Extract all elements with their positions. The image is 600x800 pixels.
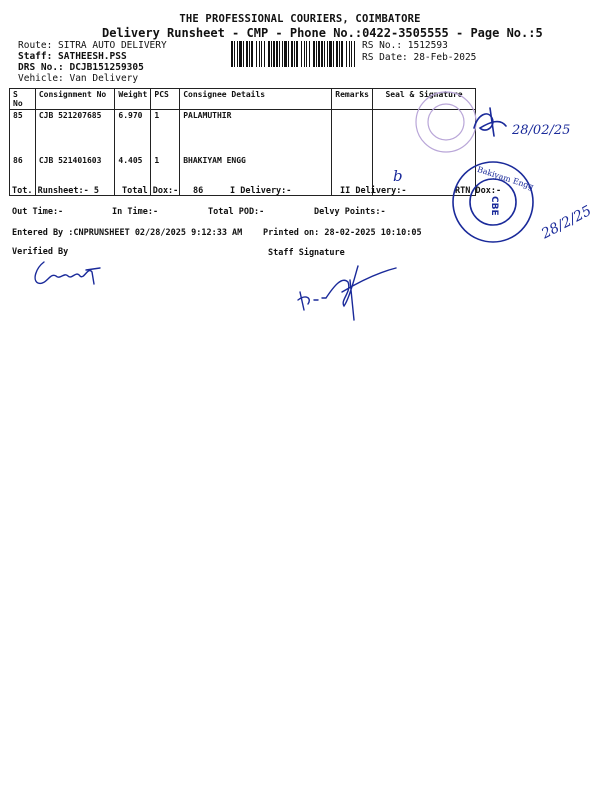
row-sno: 85 bbox=[10, 110, 36, 156]
handwritten-date-1-text: 28/02/25 bbox=[512, 123, 571, 138]
row-weight: 6.970 bbox=[115, 110, 151, 156]
col-consignment: Consignment No bbox=[35, 89, 115, 110]
printed-on: Printed on: 28-02-2025 10:10:05 bbox=[263, 228, 422, 238]
stamp-text-center: CBE bbox=[489, 196, 499, 216]
handwritten-date-1 bbox=[474, 108, 506, 136]
stamp-text-top: Bakiyam Engg bbox=[476, 164, 535, 192]
row-pcs: 1 bbox=[151, 155, 180, 196]
col-remarks: Remarks bbox=[332, 89, 373, 110]
row-consignment: CJB 521207685 bbox=[35, 110, 115, 156]
col-sno: S No bbox=[10, 89, 36, 110]
drs-number: DRS No.: DCJB151259305 bbox=[18, 62, 144, 73]
faded-stamp bbox=[416, 92, 476, 152]
total-pod-label: Total POD:- bbox=[208, 207, 265, 217]
handwritten-mark: b bbox=[393, 167, 403, 185]
row-consignee: BHAKIYAM ENGG bbox=[180, 155, 332, 196]
verifier-signature bbox=[35, 262, 100, 284]
row-consignee: PALAMUTHIR bbox=[180, 110, 332, 156]
staff-signature bbox=[298, 266, 396, 320]
company-title: THE PROFESSIONAL COURIERS, COIMBATORE bbox=[179, 13, 421, 25]
col-consignee: Consignee Details bbox=[180, 89, 332, 110]
staff-label: Staff: SATHEESH.PSS bbox=[18, 51, 127, 62]
row-weight: 4.405 bbox=[115, 155, 151, 196]
col-weight: Weight bbox=[115, 89, 151, 110]
delvy-points-label: Delvy Points:- bbox=[314, 207, 386, 217]
rs-number: RS No.: 1512593 bbox=[362, 40, 448, 51]
total-dox-value: 86 bbox=[193, 186, 204, 196]
row-pcs: 1 bbox=[151, 110, 180, 156]
handwritten-date-2: 28/2/25 bbox=[539, 202, 595, 243]
runsheet-subtitle: Delivery Runsheet - CMP - Phone No.:0422-3505555 - Page No.:5 bbox=[102, 26, 543, 40]
total-runsheet: Tot. Runsheet:- 5 bbox=[12, 186, 99, 196]
route-label: Route: SITRA AUTO DELIVERY bbox=[18, 40, 167, 51]
i-delivery-label: I Delivery:- bbox=[230, 186, 292, 196]
col-pcs: PCS bbox=[151, 89, 180, 110]
staff-signature-label: Staff Signature bbox=[268, 248, 345, 258]
vehicle-label: Vehicle: Van Delivery bbox=[18, 73, 139, 84]
row-sno: 86 bbox=[10, 155, 36, 196]
verified-by-label: Verified By bbox=[12, 247, 69, 257]
entered-by: Entered By :CNPRUNSHEET 02/28/2025 9:12:33 AM bbox=[12, 228, 243, 238]
rs-date: RS Date: 28-Feb-2025 bbox=[362, 52, 477, 63]
row-consignment: CJB 521401603 bbox=[35, 155, 115, 196]
out-time-label: Out Time:- bbox=[12, 207, 64, 217]
in-time-label: In Time:- bbox=[112, 207, 159, 217]
rtn-dox-label: RTN Dox:- bbox=[455, 186, 502, 196]
total-dox-label: Total Dox:- bbox=[122, 186, 179, 196]
ii-delivery-label: II Delivery:- bbox=[340, 186, 407, 196]
col-seal-signature: Seal & Signature bbox=[373, 89, 476, 110]
